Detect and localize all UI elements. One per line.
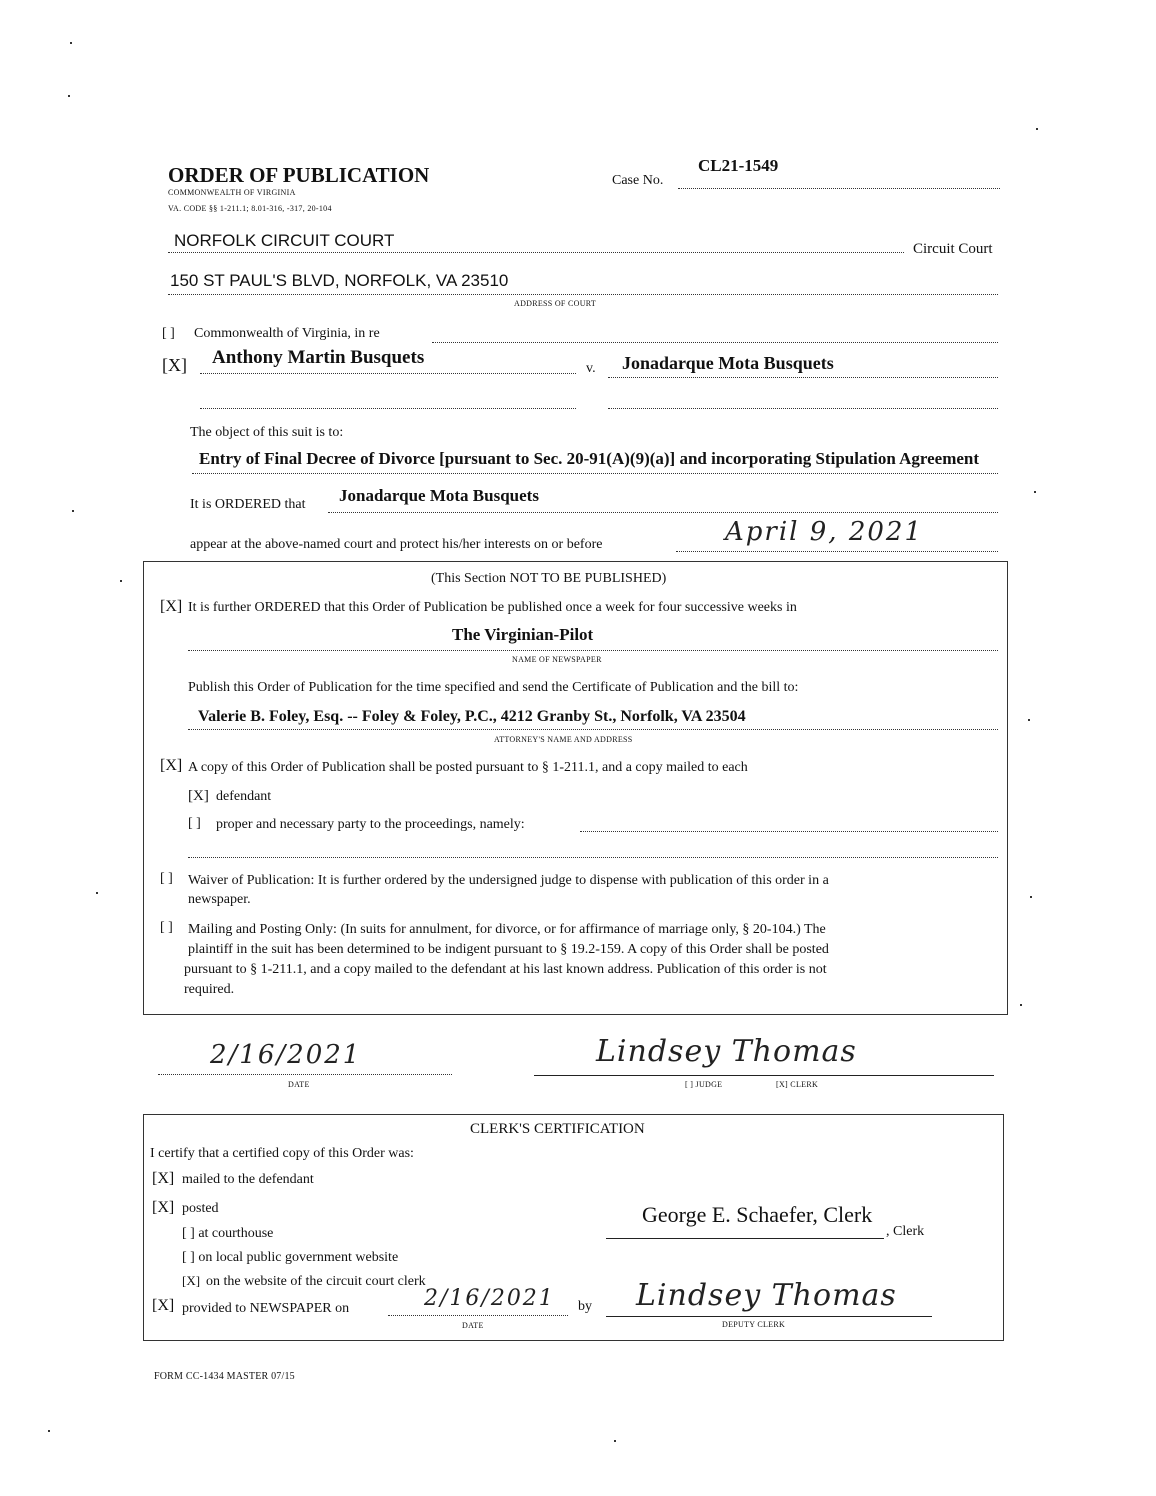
- waiver-line-2: newspaper.: [188, 892, 251, 907]
- in-re-line: [432, 342, 998, 343]
- ordered-label: It is ORDERED that: [190, 497, 306, 512]
- clerk-option: [X] CLERK: [776, 1080, 819, 1089]
- deadline-handwritten: April 9, 2021: [725, 517, 923, 547]
- mailing-line-1: (In suits for annulment, for divorce, or for affirmance of marriage only, § 20-104.) The: [340, 922, 826, 937]
- publish-text: It is further ORDERED that this Order of Publication be published once a week for four successive weeks in: [188, 600, 797, 615]
- mailing-line-3: pursuant to § 1-211.1, and a copy mailed to the defendant at his last known address. Publication of this order is not: [184, 962, 827, 977]
- signature-line: [534, 1075, 994, 1076]
- order-date-handwritten: 2/16/2021: [210, 1040, 362, 1070]
- gov-website-option: [ ] on local public government website: [182, 1250, 399, 1265]
- extra-defendant-line: [608, 408, 998, 409]
- publish-checkbox: [X]: [160, 598, 183, 615]
- case-number-label: Case No.: [612, 173, 664, 188]
- mailing-text: [188, 922, 826, 938]
- case-number: CL21-1549: [698, 156, 779, 175]
- scan-speck: [1034, 491, 1036, 493]
- object-label: The object of this suit is to:: [190, 425, 344, 440]
- posted-checkbox: [X]: [152, 1199, 175, 1216]
- newspaper-provided-label: provided to NEWSPAPER on: [182, 1301, 350, 1316]
- party-extra-line: [188, 857, 998, 858]
- scan-speck: [120, 580, 122, 582]
- newspaper-date-handwritten: 2/16/2021: [424, 1286, 555, 1311]
- extra-plaintiff-line: [200, 408, 576, 409]
- newspaper-line: [188, 650, 998, 651]
- judge-clerk-signature: Lindsey Thomas: [596, 1034, 857, 1069]
- defendant-label: defendant: [216, 789, 272, 804]
- plaintiff-name: Anthony Martin Busquets: [212, 347, 425, 368]
- case-number-line: [678, 188, 1000, 189]
- scan-speck: [48, 1430, 50, 1432]
- scan-speck: [68, 95, 70, 97]
- party-label: proper and necessary party to the proceedings, namely:: [216, 817, 525, 832]
- newspaper-date-caption: DATE: [462, 1321, 484, 1330]
- in-re-checkbox: [ ]: [162, 326, 175, 341]
- newspaper-name: The Virginian-Pilot: [452, 625, 594, 644]
- mailed-checkbox: [X]: [152, 1170, 175, 1187]
- party-checkbox: [ ]: [188, 816, 201, 831]
- statute-reference: VA. CODE §§ 1-211.1; 8.01-316, -317, 20-104: [168, 204, 332, 213]
- form-subtitle: COMMONWEALTH OF VIRGINIA: [168, 188, 296, 197]
- object-text: Entry of Final Decree of Divorce [pursuant to Sec. 20-91(A)(9)(a)] and incorporating Stipulation Agreement: [199, 449, 980, 468]
- court-address: 150 ST PAUL'S BLVD, NORFOLK, VA 23510: [170, 271, 509, 290]
- posted-label: posted: [182, 1201, 219, 1216]
- scan-speck: [72, 510, 74, 512]
- order-date-caption: DATE: [288, 1080, 310, 1089]
- attorney-address: Valerie B. Foley, Esq. -- Foley & Foley, P.C., 4212 Granby St., Norfolk, VA 23504: [198, 708, 746, 725]
- newspaper-checkbox: [X]: [152, 1297, 175, 1314]
- mailing-line-2: plaintiff in the suit has been determined to be indigent pursuant to § 19.2-159. A copy of this Order shall be posted: [188, 942, 829, 957]
- scan-speck: [96, 892, 98, 894]
- scan-speck: [1020, 1004, 1022, 1006]
- scan-speck: [1036, 128, 1038, 130]
- by-label: by: [578, 1299, 592, 1314]
- clerk-website-label: on the website of the circuit court clerk: [206, 1274, 426, 1289]
- courthouse-option: [ ] at courthouse: [182, 1226, 274, 1241]
- clerk-name: George E. Schaefer, Clerk: [642, 1202, 873, 1227]
- waiver-text: [188, 873, 829, 889]
- copy-checkbox: [X]: [160, 757, 183, 774]
- mailed-label: mailed to the defendant: [182, 1172, 314, 1187]
- ordered-line: [328, 512, 998, 513]
- order-date-line: [158, 1074, 452, 1075]
- clerk-name-line: [606, 1238, 884, 1239]
- versus-label: v.: [586, 361, 596, 376]
- mailing-title: Mailing and Posting Only:: [188, 922, 337, 937]
- clerk-cert-heading: CLERK'S CERTIFICATION: [470, 1121, 645, 1137]
- mailing-line-4: required.: [184, 982, 235, 997]
- ordered-name: Jonadarque Mota Busquets: [339, 486, 539, 505]
- newspaper-date-line: [388, 1315, 568, 1316]
- copy-text: A copy of this Order of Publication shall be posted pursuant to § 1-211.1, and a copy mailed to each: [188, 760, 748, 775]
- court-name: NORFOLK CIRCUIT COURT: [174, 231, 395, 250]
- newspaper-caption: NAME OF NEWSPAPER: [512, 655, 602, 664]
- court-address-line: [168, 294, 998, 295]
- address-caption: ADDRESS OF COURT: [514, 299, 597, 308]
- attorney-line: [188, 729, 998, 730]
- waiver-line-1: It is further ordered by the undersigned judge to dispense with publication of this order in a: [317, 873, 829, 888]
- scan-speck: [1028, 719, 1030, 721]
- defendant-line: [608, 377, 998, 378]
- appear-text: appear at the above-named court and protect his/her interests on or before: [190, 537, 603, 552]
- scan-speck: [70, 42, 72, 44]
- send-text: Publish this Order of Publication for the time specified and send the Certificate of Publication and the bill to:: [188, 680, 799, 695]
- clerk-cert-intro: I certify that a certified copy of this Order was:: [150, 1146, 414, 1161]
- waiver-title: Waiver of Publication:: [188, 873, 315, 888]
- deputy-clerk-signature: Lindsey Thomas: [636, 1278, 897, 1313]
- scan-speck: [1030, 896, 1032, 898]
- defendant-name: Jonadarque Mota Busquets: [622, 353, 834, 373]
- not-published-heading: (This Section NOT TO BE PUBLISHED): [431, 571, 667, 586]
- versus-checkbox: [X]: [162, 355, 187, 375]
- court-name-line: [168, 252, 904, 253]
- judge-option: [ ] JUDGE: [685, 1080, 723, 1089]
- form-number: FORM CC-1434 MASTER 07/15: [154, 1371, 295, 1382]
- waiver-checkbox: [ ]: [160, 871, 173, 886]
- party-line: [580, 831, 998, 832]
- form-title: ORDER OF PUBLICATION: [168, 163, 430, 187]
- plaintiff-line: [200, 373, 576, 374]
- attorney-caption: ATTORNEY'S NAME AND ADDRESS: [494, 735, 633, 744]
- clerk-website-checkbox: [X]: [182, 1273, 201, 1288]
- circuit-court-suffix: Circuit Court: [913, 241, 993, 257]
- deputy-clerk-caption: DEPUTY CLERK: [722, 1320, 786, 1329]
- deadline-line: [676, 551, 998, 552]
- in-re-label: Commonwealth of Virginia, in re: [194, 326, 380, 341]
- clerk-suffix: , Clerk: [886, 1224, 925, 1239]
- defendant-checkbox: [X]: [188, 788, 209, 804]
- mailing-checkbox: [ ]: [160, 920, 173, 935]
- object-line: [192, 473, 998, 474]
- deputy-signature-line: [606, 1316, 932, 1317]
- scan-speck: [614, 1440, 616, 1442]
